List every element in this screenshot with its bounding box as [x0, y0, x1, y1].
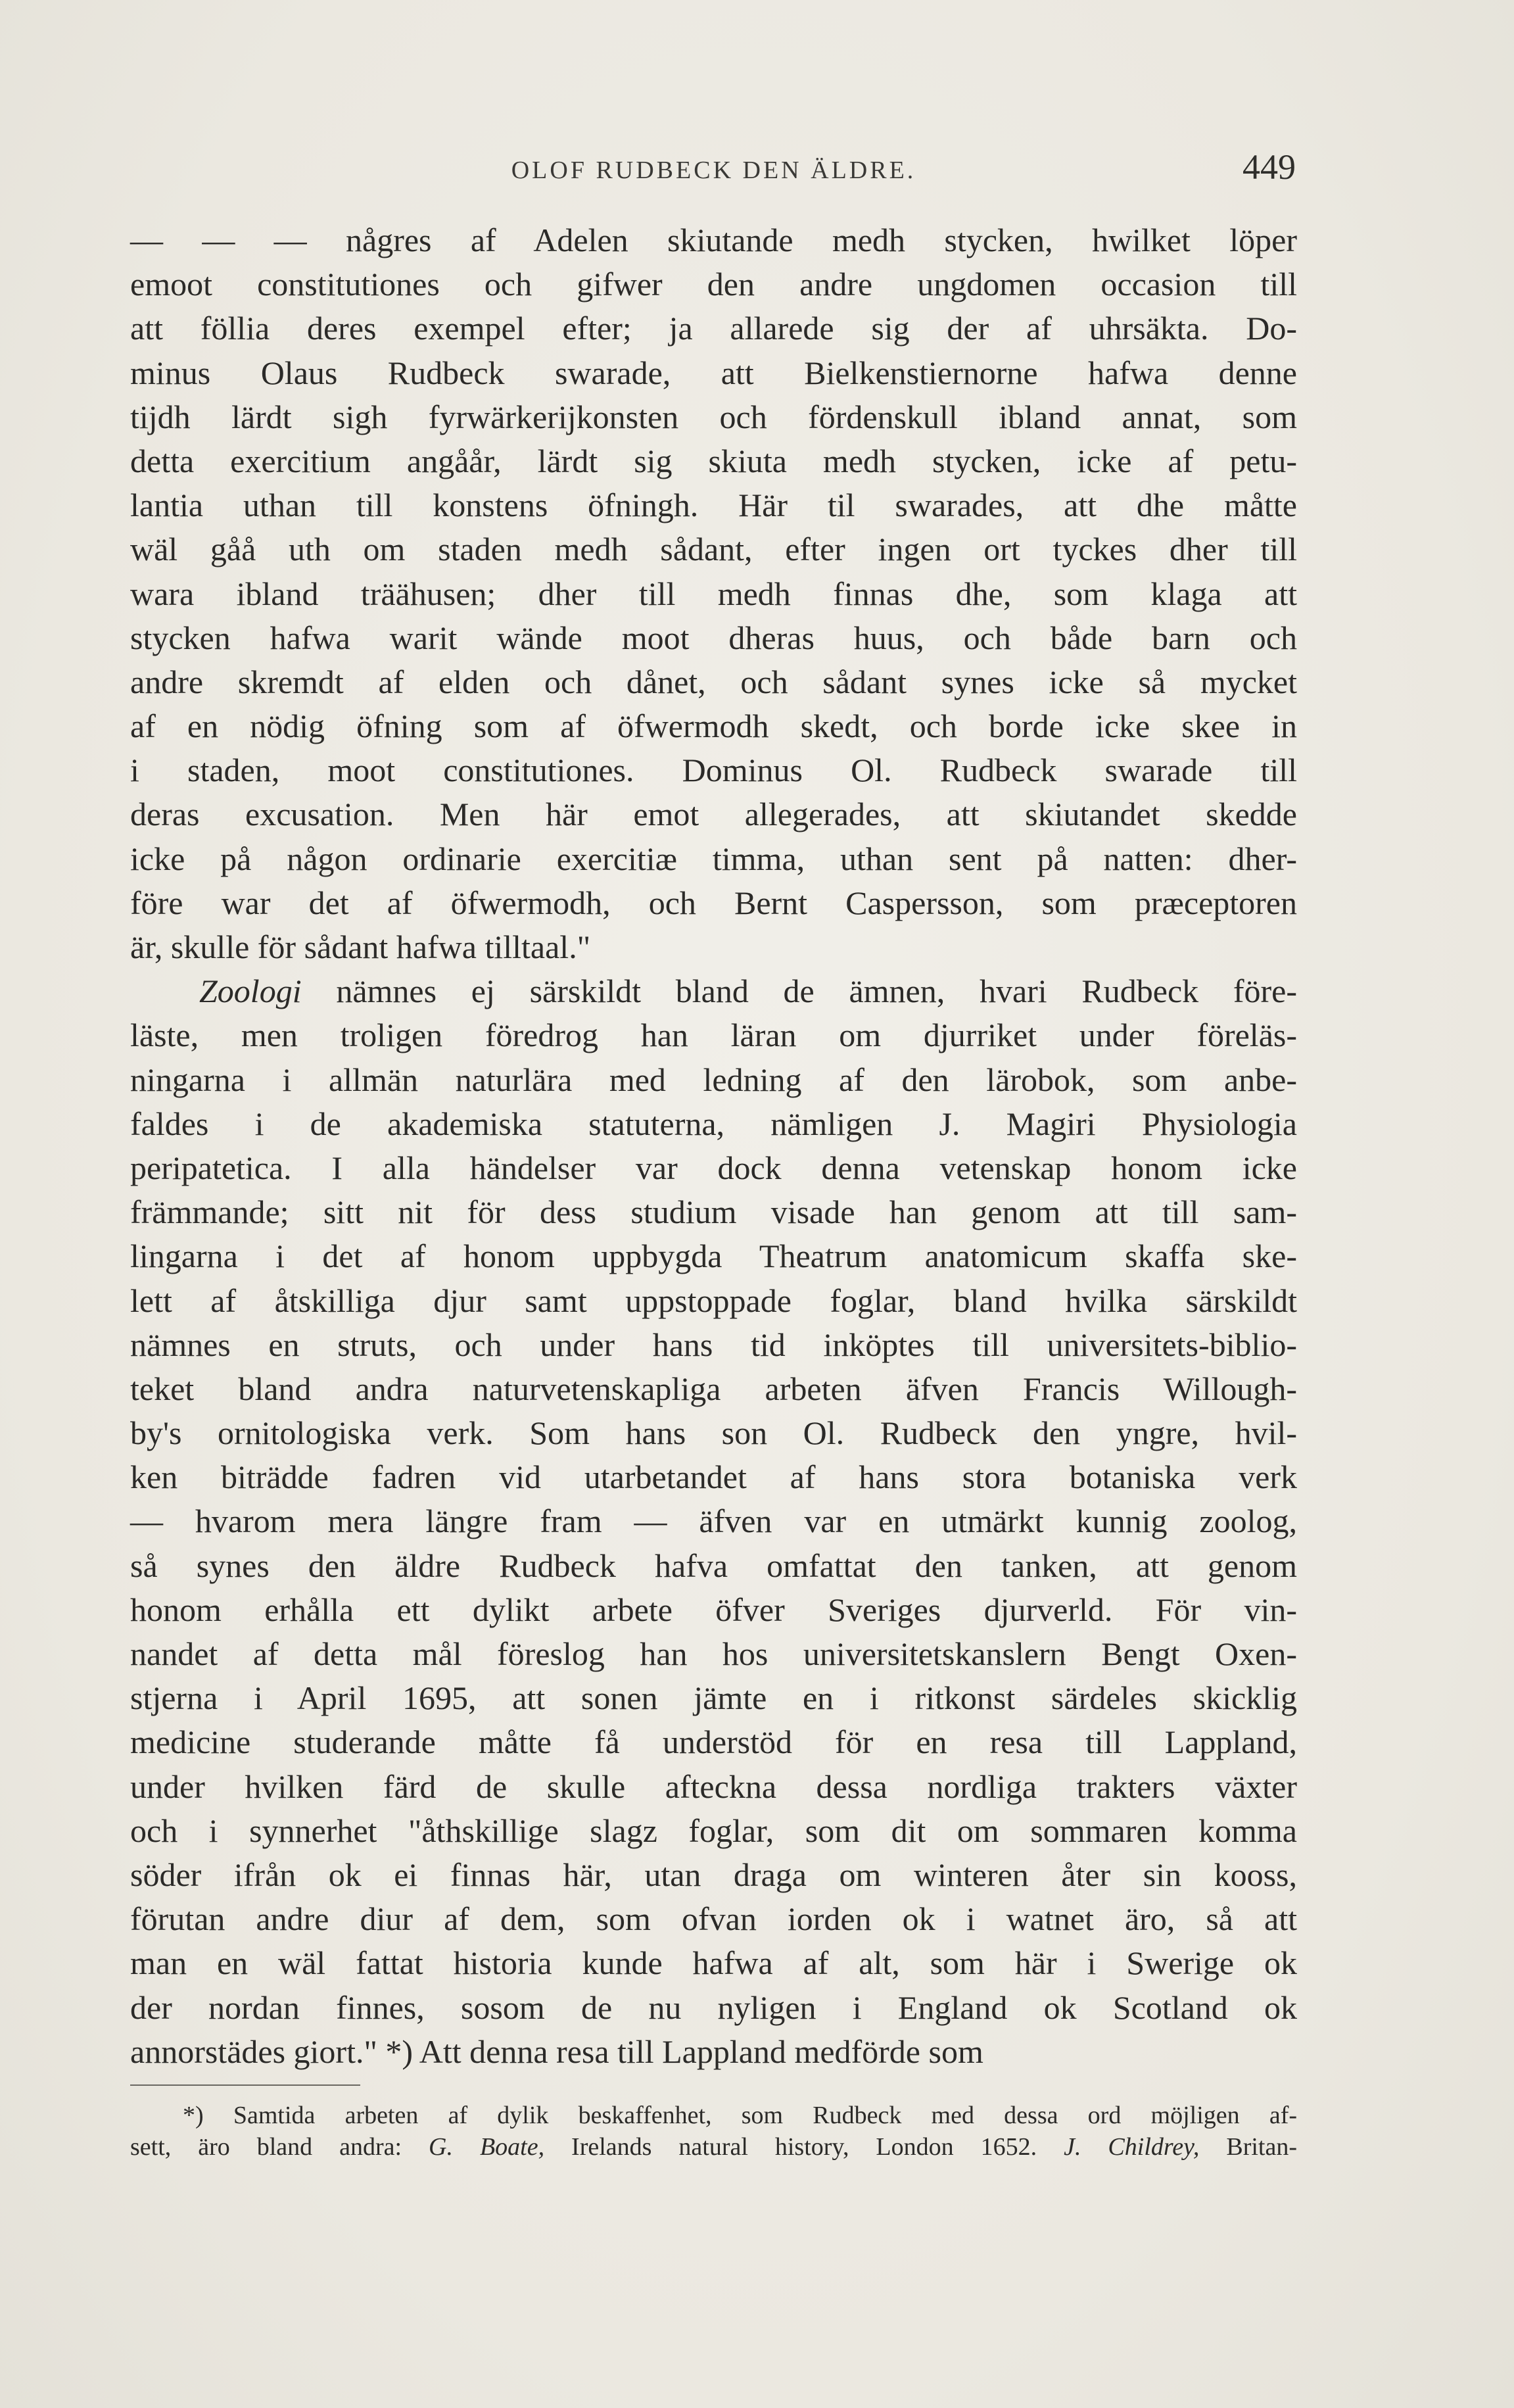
footnote-text: Britan-	[1226, 2133, 1297, 2161]
text-line: stycken hafwa warit wände moot dheras huus, och både barn och	[130, 619, 1297, 656]
page-number: 449	[1242, 147, 1296, 187]
text-line: lingarna i det af honom uppbygda Theatrum anatomicum skaffa ske-	[130, 1238, 1297, 1275]
footnote-text: Irelands natural history, London 1652.	[571, 2133, 1037, 2161]
text-line-rest: nämnes ej särskildt bland de ämnen, hvari Rudbeck före-	[336, 973, 1298, 1010]
text-line: ningarna i allmän naturlära med ledning af den lärobok, som anbe-	[130, 1061, 1297, 1098]
text-line: främmande; sitt nit för dess studium visade han genom att till sam-	[130, 1193, 1297, 1231]
page-header	[130, 141, 1297, 194]
text-line: så synes den äldre Rudbeck hafva omfattat den tanken, att genom	[130, 1547, 1297, 1584]
text-line: att föllia deres exempel efter; ja allarede sig der af uhrsäkta. Do-	[130, 310, 1297, 347]
body-text	[130, 218, 1297, 2074]
text-line: honom erhålla ett dylikt arbete öfver Sveriges djurverld. För vin-	[130, 1591, 1297, 1628]
text-line: nämnes en struts, och under hans tid inköptes till universitets-biblio-	[130, 1326, 1297, 1363]
text-line: peripatetica. I alla händelser var dock denna vetenskap honom icke	[130, 1149, 1297, 1186]
text-line: — hvarom mera längre fram — äfven var en utmärkt kunnig zoolog,	[130, 1503, 1297, 1540]
text-line: detta exercitium angåår, lärdt sig skiuta medh stycken, icke af petu-	[130, 442, 1297, 479]
text-line: medicine studerande måtte få understöd för en resa till Lappland,	[130, 1723, 1297, 1761]
text-line: teket bland andra naturvetenskapliga arbeten äfven Francis Willough-	[130, 1370, 1297, 1407]
text-line: andre skremdt af elden och dånet, och sådant synes icke så mycket	[130, 663, 1297, 700]
text-line: tijdh lärdt sigh fyrwärkerijkonsten och fördenskull ibland annat, som	[130, 398, 1297, 435]
text-line: lett af åtskilliga djur samt uppstoppade foglar, bland hvilka särskildt	[130, 1282, 1297, 1319]
text-line: icke på någon ordinarie exercitiæ timma, uthan sent på natten: dher-	[130, 840, 1297, 877]
text-line: wara ibland träähusen; dher till medh finnas dhe, som klaga att	[130, 575, 1297, 612]
footnote-line-1: *) Samtida arbeten af dylik beskaffenhet, som Rudbeck med dessa ord möjligen af-	[183, 2102, 1297, 2129]
text-line: af en nödig öfning som af öfwermodh skedt, och borde icke skee in	[130, 708, 1297, 745]
text-line: minus Olaus Rudbeck swarade, att Bielkenstiernorne hafwa denne	[130, 354, 1297, 391]
text-line: söder ifrån ok ei finnas här, utan draga om winteren åter sin kooss,	[130, 1856, 1297, 1893]
text-line: deras excusation. Men här emot allegerades, att skiutandet skedde	[130, 796, 1297, 833]
footnote-line-2	[130, 2131, 1297, 2163]
text-line: och i synnerhet "åthskillige slagz foglar, som dit om sommaren komma	[130, 1812, 1297, 1849]
text-line: ken biträdde fadren vid utarbetandet af hans stora botaniska verk	[130, 1458, 1297, 1496]
text-line: annorstädes giort." *) Att denna resa till Lappland medförde som	[130, 2033, 983, 2070]
text-line: faldes i de akademiska statuterna, nämligen J. Magiri Physiologia	[130, 1105, 1297, 1142]
footnote	[130, 2100, 1297, 2163]
text-line: före war det af öfwermodh, och Bernt Caspersson, som præceptoren	[130, 884, 1297, 921]
text-line: förutan andre diur af dem, som ofvan iorden ok i watnet äro, så att	[130, 1900, 1297, 1938]
italic-term: Zoologi	[199, 973, 302, 1010]
footnote-author: G. Boate,	[429, 2133, 545, 2161]
footnote-rule	[130, 2084, 360, 2086]
footnote-author: J. Childrey,	[1064, 2133, 1200, 2161]
paragraph-2	[130, 969, 1297, 2074]
text-line: man en wäl fattat historia kunde hafwa af alt, som här i Swerige ok	[130, 1944, 1297, 1982]
text-line: nandet af detta mål föreslog han hos universitetskanslern Bengt Oxen-	[130, 1635, 1297, 1672]
text-line: lantia uthan till konstens öfningh. Här til swarades, att dhe måtte	[130, 487, 1297, 524]
text-line: stjerna i April 1695, att sonen jämte en i ritkonst särdeles skicklig	[130, 1679, 1297, 1717]
footnote-text: sett, äro bland andra:	[130, 2133, 402, 2161]
text-line: emoot constitutiones och gifwer den andre ungdomen occasion till	[130, 266, 1297, 303]
text-line: wäl gåå uth om staden medh sådant, efter ingen ort tyckes dher till	[130, 531, 1297, 568]
text-line: der nordan finnes, sosom de nu nyligen i England ok Scotland ok	[130, 1988, 1297, 2026]
paragraph-1	[130, 218, 1297, 969]
text-line: i staden, moot constitutiones. Dominus Ol. Rudbeck swarade till	[130, 752, 1297, 789]
text-line: by's ornitologiska verk. Som hans son Ol. Rudbeck den yngre, hvil-	[130, 1414, 1297, 1452]
text-line: läste, men troligen föredrog han läran om djurriket under föreläs-	[130, 1017, 1297, 1054]
text-line	[130, 969, 1297, 1013]
text-line: är, skulle för sådant hafwa tilltaal."	[130, 928, 591, 965]
text-line: — — — någres af Adelen skiutande medh stycken, hwilket löper	[130, 222, 1297, 258]
running-title: OLOF RUDBECK DEN ÄLDRE.	[511, 157, 916, 184]
text-line: under hvilken färd de skulle afteckna dessa nordliga trakters växter	[130, 1768, 1297, 1805]
